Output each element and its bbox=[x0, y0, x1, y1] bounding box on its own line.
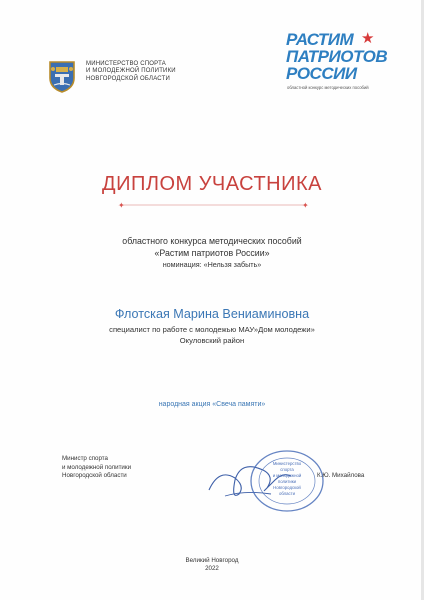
logo-line-3: РОССИИ bbox=[286, 64, 357, 83]
coat-of-arms-icon bbox=[44, 58, 80, 94]
stamp-text: области bbox=[278, 491, 296, 496]
project-name: народная акция «Свеча памяти» bbox=[158, 401, 266, 408]
stamp-text: политики bbox=[277, 479, 297, 484]
star-icon: ★ bbox=[361, 30, 375, 47]
logo-subtitle: областной конкурс методических пособий bbox=[287, 85, 369, 90]
logo-line-1: РАСТИМ bbox=[286, 30, 354, 49]
svg-text:✦: ✦ bbox=[302, 201, 309, 210]
city: Великий Новгород bbox=[185, 557, 239, 564]
minister-line: Министр спорта bbox=[62, 455, 108, 462]
ministry-line: И МОЛОДЕЖНОЙ ПОЛИТИКИ bbox=[86, 68, 176, 75]
ministry-name bbox=[86, 61, 226, 83]
year: 2022 bbox=[205, 565, 219, 573]
logo-line-2: ПАТРИОТОВ bbox=[286, 47, 388, 66]
ministry-line: МИНИСТЕРСТВО СПОРТА bbox=[86, 61, 166, 67]
stamp-text: Министерство bbox=[272, 461, 302, 466]
stamp-text: спорта bbox=[280, 467, 294, 472]
contest-logo bbox=[286, 30, 396, 106]
position-line: специалист по работе с молодежью МАУ»Дом молодежи» bbox=[109, 325, 315, 334]
contest-line: областного конкурса методических пособий bbox=[122, 236, 302, 246]
contest-info bbox=[0, 235, 424, 271]
minister-line: Новгородской области bbox=[62, 472, 127, 480]
ministry-line: НОВГОРОДСКОЙ ОБЛАСТИ bbox=[86, 75, 170, 82]
stamp-text: Новгородской bbox=[273, 485, 301, 490]
svg-text:✦: ✦ bbox=[118, 201, 125, 210]
minister-line: и молодежной политики bbox=[62, 463, 132, 471]
footer bbox=[0, 557, 424, 573]
district-line: Окуловский район bbox=[179, 336, 245, 345]
signer-name: К.Ю. Михайлова bbox=[317, 472, 365, 479]
title-ornament bbox=[115, 198, 315, 212]
recipient-name: Флотская Марина Вениаминовна bbox=[114, 307, 310, 321]
contest-name: «Растим патриотов России» bbox=[154, 248, 270, 258]
diploma-title: ДИПЛОМ УЧАСТНИКА bbox=[102, 173, 322, 195]
official-stamp bbox=[248, 448, 326, 514]
recipient-position bbox=[0, 324, 424, 346]
nomination: номинация: «Нельзя забыть» bbox=[162, 260, 262, 269]
minister-title bbox=[62, 455, 192, 481]
stamp-text: и молодежной bbox=[272, 473, 302, 478]
